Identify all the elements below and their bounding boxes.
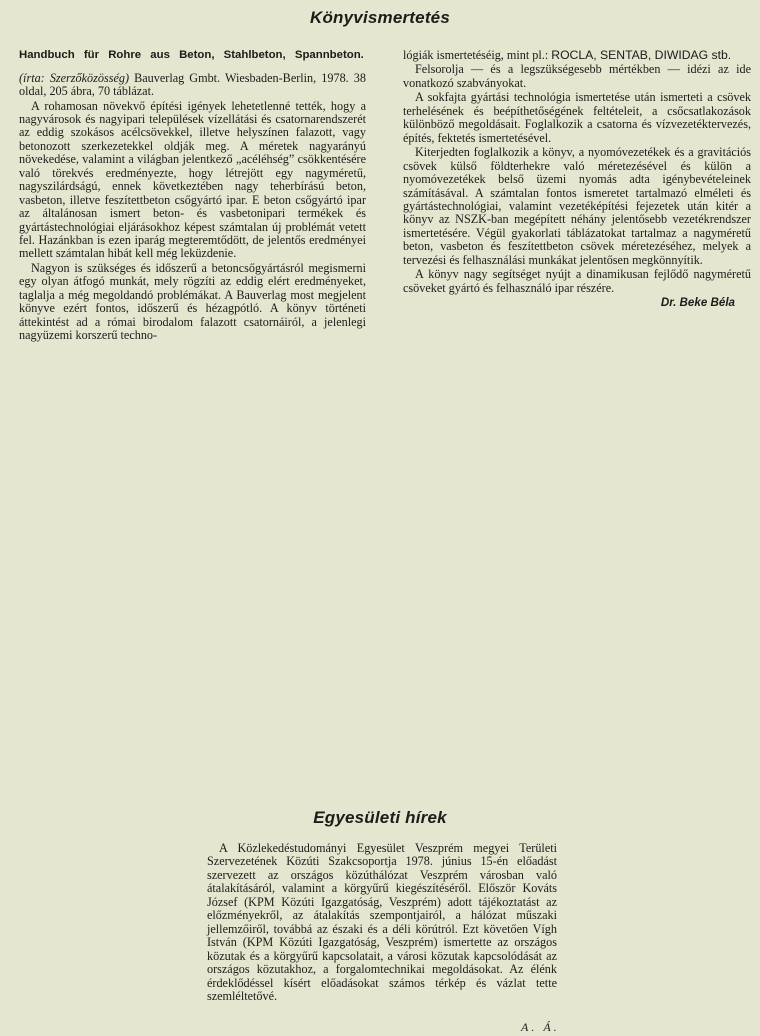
continued-text: lógiák ismertetéséig, mint pl.: <box>403 48 549 62</box>
book-title: Handbuch für Rohre aus Beton, Stahlbeton, Spannbeton. <box>19 49 364 61</box>
association-news-column <box>207 842 557 1004</box>
review-paragraph: Nagyon is szükséges és időszerű a betoncsőgyártásról megismerni egy olyan átfogó munkát, mely rögzíti az eddig elért eredményeket, taglalja a még megoldandó problémákat. A Bauverlag most megjelent könyve ezért fontos, időszerű és hézagpótló. A könyv történeti áttekintést ad a római birodalom falazott csatornáiról, a jelenlegi nagyüzemi korszerű techno- <box>19 260 366 343</box>
section-heading-book-review: Könyvismertetés <box>309 8 450 27</box>
news-paragraph: A Közlekedéstudományi Egyesület Veszprém megyei Területi Szervezetének Közúti Szakcsoportja 1978. június 15-én előadást szervezett az országos közúthálózat Veszprém városban való átalakításáról, valamint a körgyűrű kiegészítéséről. Először Kováts József (KPM Közúti Igazgatóság, Veszprém) adott tájékoztatást az előzményekről, az átalakítás szempontjairól, a hálózat műszaki jellemzőiről, továbbá az északi és a déli körútról. Ezt követően Vígh István (KPM Közúti Igazgatóság, Veszprém) ismertette az országos közutak és a körgyűrű kapcsolatait, a városi közutak kapcsolódását az országos közutakhoz, a forgalomtechnikai megoldásokat. Az élénk érdeklődéssel kísért előadásokat számos térkép és vázlat tette szemléltetővé. <box>207 841 557 1003</box>
review-paragraph: A sokfajta gyártási technológia ismertetése után ismerteti a csövek terhelésének és beépíthetőségének feltételeit, a csőcsatlakozások különböző megoldásait. Foglalkozik a csatorna és vízvezetéktervezés, építés, fektetés ismertetésével. <box>403 90 751 145</box>
book-review-right-column <box>403 49 751 311</box>
technology-names: ROCLA, SENTAB, DIWIDAG stb. <box>551 48 732 62</box>
book-metadata <box>19 72 366 99</box>
review-paragraph: Felsorolja — és a legszükségesebb mértékben — idézi az ide vonatkozó szabványokat. <box>403 62 751 90</box>
review-signature: Dr. Beke Béla <box>660 296 735 310</box>
review-paragraph-continued <box>403 49 751 62</box>
news-author-initials: A. Á. <box>521 1020 560 1034</box>
book-publication-details: Bauverlag Gmbt. Wiesbaden-Berlin, 1978. 38 oldal, 205 ábra, 70 táblázat. <box>19 70 366 99</box>
review-paragraph: A rohamosan növekvő építési igények lehetetlenné tették, hogy a nagyvárosok és nagyipari települések vízellátási és csatornarendszerét az eddig szokásos acélcsövekkel, illetve helyszínen falazott, vagy betonozott szerkezetekkel oldják meg. A méretek nagyarányú növekedése, valamint a világban jelentkező „acéléhség” csökkentésére való törekvés eredményezte, hogy létrejött egy nagyméretű, nagyszilárdságú, ennek következtében nagy teherbírású beton, vasbeton, illetve feszítettbeton csőgyártó ipar. E beton csőgyártó ipar az általánosan ismert beton- és vasbetonipari termékek és gyártástechnológiai eljárásokhoz képest számtalan új problémát vetett fel. Hazánkban is ezen iparág megteremtődött, de jelentős eredményei mellett számtalan hibát kell még leküzdenie. <box>19 98 366 261</box>
book-review-left-column <box>19 49 366 344</box>
review-paragraph: Kiterjedten foglalkozik a könyv, a nyomóvezetékek és a gravitációs csövek külső földterhekre való méretezésével és külön a nyomóvezetékek belső üzemi nyomás adta igénybevételeinek számításával. A számtalan fontos ismeretet tartalmazó elméleti és gyártástechnológiai, valamint vezetéképítési fejezetek után kitér a könyv az NSZK-ban megépített néhány jelentősebb vezetékrendszer ismertetésére. Végül gyakorlati táblázatokat tartalmaz a nagyméretű beton, vasbeton és feszítettbeton csövek méretezéséhez, melyek a tervezési és felhasználási munkákat jelentősen megkönnyítik. <box>403 145 751 267</box>
review-paragraph: A könyv nagy segítséget nyújt a dinamikusan fejlődő nagyméretű csöveket gyártó és felhasználó ipar részére. <box>403 267 751 295</box>
section-heading-association-news: Egyesületi hírek <box>313 808 447 827</box>
book-author: (írta: Szerzőközösség) <box>19 70 130 85</box>
